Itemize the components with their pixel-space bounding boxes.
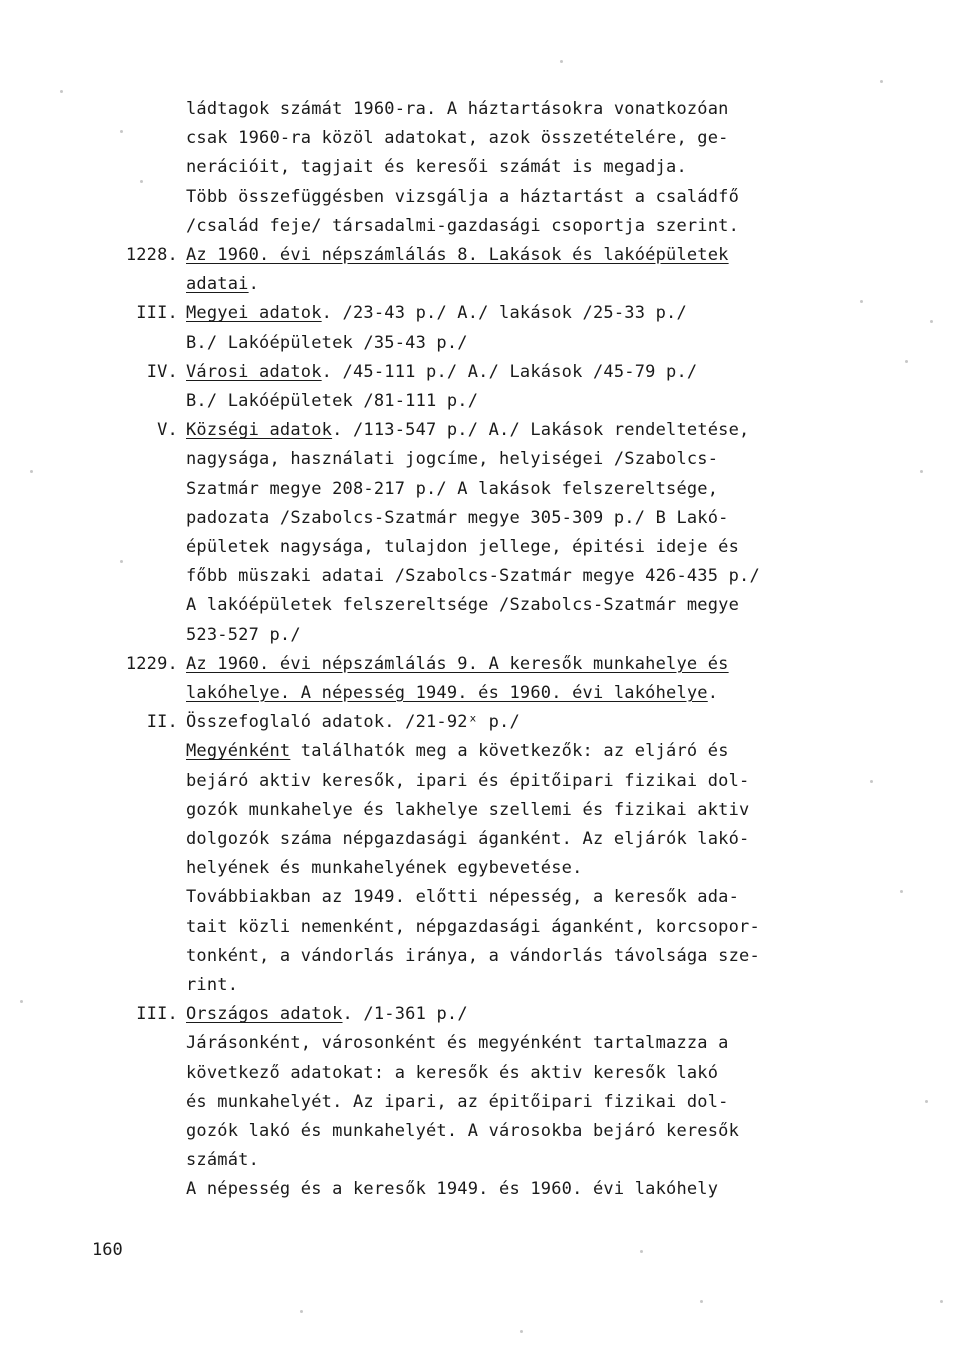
underlined-segment: Az 1960. évi népszámlálás 8. Lakások és lakóépületek xyxy=(186,245,729,265)
line-text xyxy=(186,1149,259,1171)
line-text xyxy=(186,857,583,879)
line-text xyxy=(186,740,729,762)
line-text xyxy=(186,828,749,850)
line-text xyxy=(186,1091,729,1113)
speck xyxy=(880,80,883,83)
line-text xyxy=(186,916,760,938)
text-segment: B./ Lakóépületek /81-111 p./ xyxy=(186,391,479,411)
text-segment: A lakóépületek felszereltsége /Szabolcs-Szatmár megye xyxy=(186,595,740,616)
line-text xyxy=(186,974,238,996)
speck xyxy=(860,300,863,303)
speck xyxy=(700,1300,703,1303)
entry-number: 1228. xyxy=(125,245,178,265)
entry-number: II. xyxy=(146,712,178,733)
text-segment: Összefoglaló adatok. /21-92ˣ p./ xyxy=(186,712,520,733)
speck xyxy=(900,890,903,893)
text-segment: következő adatokat: a keresők és aktiv keresők lakó xyxy=(186,1062,719,1083)
line-text xyxy=(186,799,749,821)
line-text xyxy=(186,156,687,178)
text-segment: gozók lakó és munkahelyét. A városokba bejáró keresők xyxy=(186,1121,740,1141)
text-segment: 523-527 p./ xyxy=(186,624,301,645)
text-segment: nerációit, tagjait és keresői számát is megadja. xyxy=(186,157,687,178)
line-text xyxy=(186,507,729,529)
text-segment: padozata /Szabolcs-Szatmár megye 305-309 p./ B Lakó- xyxy=(186,507,729,528)
text-segment: főbb müszaki adatai /Szabolcs-Szatmár megye 426-435 p./ xyxy=(186,566,760,587)
speck xyxy=(20,1000,23,1003)
speck xyxy=(560,60,563,63)
line-text xyxy=(186,682,718,704)
text-segment: nagysága, használati jogcíme, helyiségei /Szabolcs- xyxy=(186,449,719,470)
text-segment: ládtagok számát 1960-ra. A háztartásokra vonatkozóan xyxy=(186,99,729,119)
line-text xyxy=(186,361,697,383)
text-segment: A népesség és a keresők 1949. és 1960. évi lakóhely xyxy=(186,1179,719,1200)
speck xyxy=(120,560,123,563)
line-text xyxy=(186,565,760,587)
speck xyxy=(920,470,923,473)
entry-number: V. xyxy=(157,420,178,441)
text-segment: számát. xyxy=(186,1150,260,1171)
line-text xyxy=(186,711,520,733)
line-text xyxy=(186,448,718,470)
speck xyxy=(905,360,908,363)
text-segment: /család feje/ társadalmi-gazdasági csoportja szerint. xyxy=(186,215,740,236)
underlined-segment: Megyei adatok xyxy=(186,303,322,324)
line-text xyxy=(186,127,729,149)
line-text xyxy=(186,653,729,675)
text-segment: találhatók meg a következők: az eljáró és xyxy=(290,741,729,762)
underlined-segment: adatai xyxy=(186,274,249,295)
text-segment: helyének és munkahelyének egybevetése. xyxy=(186,858,583,879)
speck xyxy=(870,780,873,783)
speck xyxy=(120,130,123,133)
text-segment: B./ Lakóépületek /35-43 p./ xyxy=(186,332,468,353)
entry-number: III. xyxy=(136,1004,178,1025)
line-text xyxy=(186,1120,739,1142)
entry-number: IV. xyxy=(146,361,178,382)
speck xyxy=(140,180,143,183)
text-segment: csak 1960-ra közöl adatokat, azok összetételére, ge- xyxy=(186,128,729,149)
line-text xyxy=(186,594,739,616)
line-text xyxy=(186,98,729,120)
entry-number: III. xyxy=(136,303,178,324)
line-text xyxy=(186,186,739,208)
text-segment: gozók munkahelye és lakhelye szellemi és fizikai aktiv xyxy=(186,799,750,820)
underlined-segment: Az 1960. évi népszámlálás 9. A keresők munkahelye és xyxy=(186,653,729,674)
text-segment: tait közli nemenként, népgazdasági áganként, korcsopor- xyxy=(186,916,760,937)
line-text xyxy=(186,478,718,500)
line-text xyxy=(186,1003,468,1025)
entry-number: 1229. xyxy=(125,653,178,674)
speck xyxy=(60,90,63,93)
line-text xyxy=(186,215,739,237)
text-segment: és munkahelyét. Az ipari, az épitőipari fizikai dol- xyxy=(186,1091,729,1112)
underlined-segment: Országos adatok xyxy=(186,1004,343,1025)
speck xyxy=(30,470,33,473)
text-segment: dolgozók száma népgazdasági áganként. Az eljárók lakó- xyxy=(186,829,750,849)
text-segment: Szatmár megye 208-217 p./ A lakások felszereltsége, xyxy=(186,478,719,499)
text-segment: Több összefüggésben vizsgálja a háztartást a családfő xyxy=(186,186,740,207)
underlined-segment: lakóhelye. A népesség 1949. és 1960. évi lakóhelye xyxy=(186,683,708,703)
line-text xyxy=(186,945,760,967)
line-text xyxy=(186,332,468,354)
text-segment: . xyxy=(707,683,719,703)
text-segment: Továbbiakban az 1949. előtti népesség, a keresők ada- xyxy=(186,887,740,908)
line-text xyxy=(186,1032,729,1054)
underlined-segment: Községi adatok xyxy=(186,420,333,441)
line-text xyxy=(186,1062,718,1084)
text-segment: . /1-361 p./ xyxy=(342,1004,468,1025)
speck xyxy=(940,1300,943,1303)
line-text xyxy=(186,886,739,908)
line-text xyxy=(186,419,750,441)
speck xyxy=(300,1310,303,1313)
speck xyxy=(640,1250,643,1253)
underlined-segment: Megyénként xyxy=(186,741,291,762)
underlined-segment: Városi adatok xyxy=(186,361,322,382)
line-text xyxy=(186,536,739,558)
text-segment: . /23-43 p./ A./ lakások /25-33 p./ xyxy=(321,303,687,324)
text-segment: . xyxy=(248,274,260,295)
text-segment: rint. xyxy=(186,975,239,995)
text-segment: Járásonként, városonként és megyénként tartalmazza a xyxy=(186,1033,729,1054)
line-text xyxy=(186,770,749,792)
line-text xyxy=(186,624,301,646)
text-segment: tonként, a vándorlás iránya, a vándorlás távolsága sze- xyxy=(186,945,760,966)
text-segment: bejáró aktiv keresők, ipari és épitőipari fizikai dol- xyxy=(186,770,750,791)
line-text xyxy=(186,302,687,324)
line-text xyxy=(186,390,478,412)
text-segment: épületek nagysága, tulajdon jellege, épitési ideje és xyxy=(186,537,740,557)
text-segment: . /45-111 p./ A./ Lakások /45-79 p./ xyxy=(321,361,698,382)
line-text xyxy=(186,1178,718,1200)
speck xyxy=(930,320,933,323)
text-segment: . /113-547 p./ A./ Lakások rendeltetése, xyxy=(332,420,750,441)
speck xyxy=(520,1330,523,1333)
page-number: 160 xyxy=(92,1240,123,1260)
line-text xyxy=(186,244,729,266)
speck xyxy=(925,1100,928,1103)
line-text xyxy=(186,273,259,295)
